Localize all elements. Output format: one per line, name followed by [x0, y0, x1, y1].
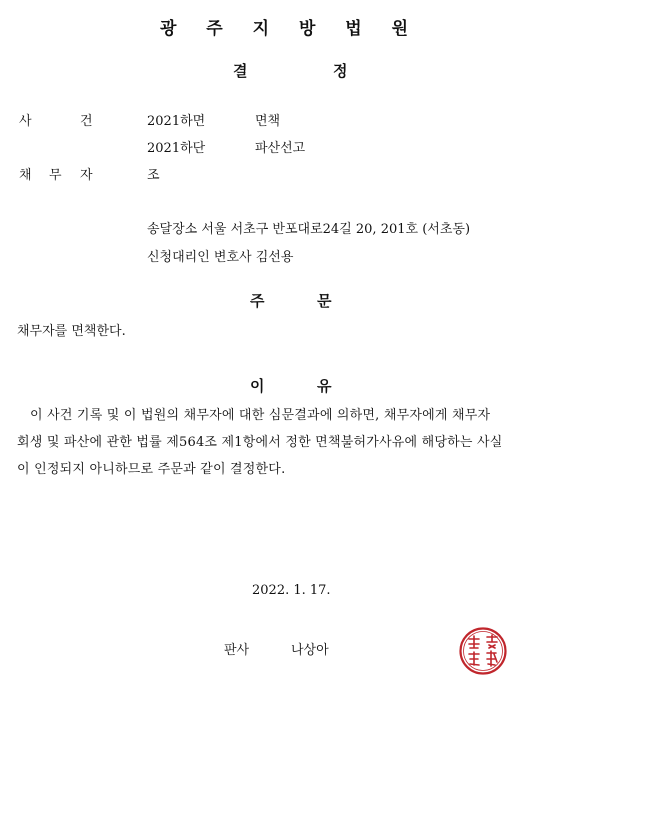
judge-seal-icon: [458, 626, 508, 676]
order-heading-left: 주: [250, 292, 265, 310]
debtor-label-char: 자: [80, 168, 93, 183]
court-name: 광 주 지 방 법 원: [159, 19, 421, 39]
decision-date: 2022. 1. 17.: [252, 583, 331, 598]
case-name: 파산선고: [255, 141, 306, 156]
debtor-label-char: 무: [49, 168, 62, 183]
reason-line: 회생 및 파산에 관한 법률 제564조 제1항에서 정한 면책불허가사유에 해당하는 사실: [17, 435, 503, 450]
order-text: 채무자를 면책한다.: [17, 324, 126, 339]
agent: 신청대리인 변호사 김선용: [147, 250, 294, 265]
debtor-name: 조: [147, 168, 160, 183]
debtor-label-char: 채: [19, 168, 32, 183]
judge-name: 나상아: [291, 643, 329, 658]
case-label-left: 사: [19, 114, 32, 129]
doc-type-right: 정: [333, 62, 348, 80]
case-number: 2021하단: [147, 141, 206, 156]
reason-line: 이 인정되지 아니하므로 주문과 같이 결정한다.: [17, 462, 286, 477]
order-heading-right: 문: [317, 292, 332, 310]
reason-heading-right: 유: [317, 377, 332, 395]
reason-line: 이 사건 기록 및 이 법원의 채무자에 대한 심문결과에 의하면, 채무자에게 채무자: [17, 408, 491, 423]
doc-type-left: 결: [233, 62, 248, 80]
service-address: 송달장소 서울 서초구 반포대로24길 20, 201호 (서초동): [147, 222, 471, 237]
reason-heading-left: 이: [250, 377, 265, 395]
case-name: 면책: [255, 114, 281, 129]
case-label-right: 건: [80, 114, 93, 129]
case-number: 2021하면: [147, 114, 206, 129]
judge-title: 판사: [224, 643, 250, 658]
